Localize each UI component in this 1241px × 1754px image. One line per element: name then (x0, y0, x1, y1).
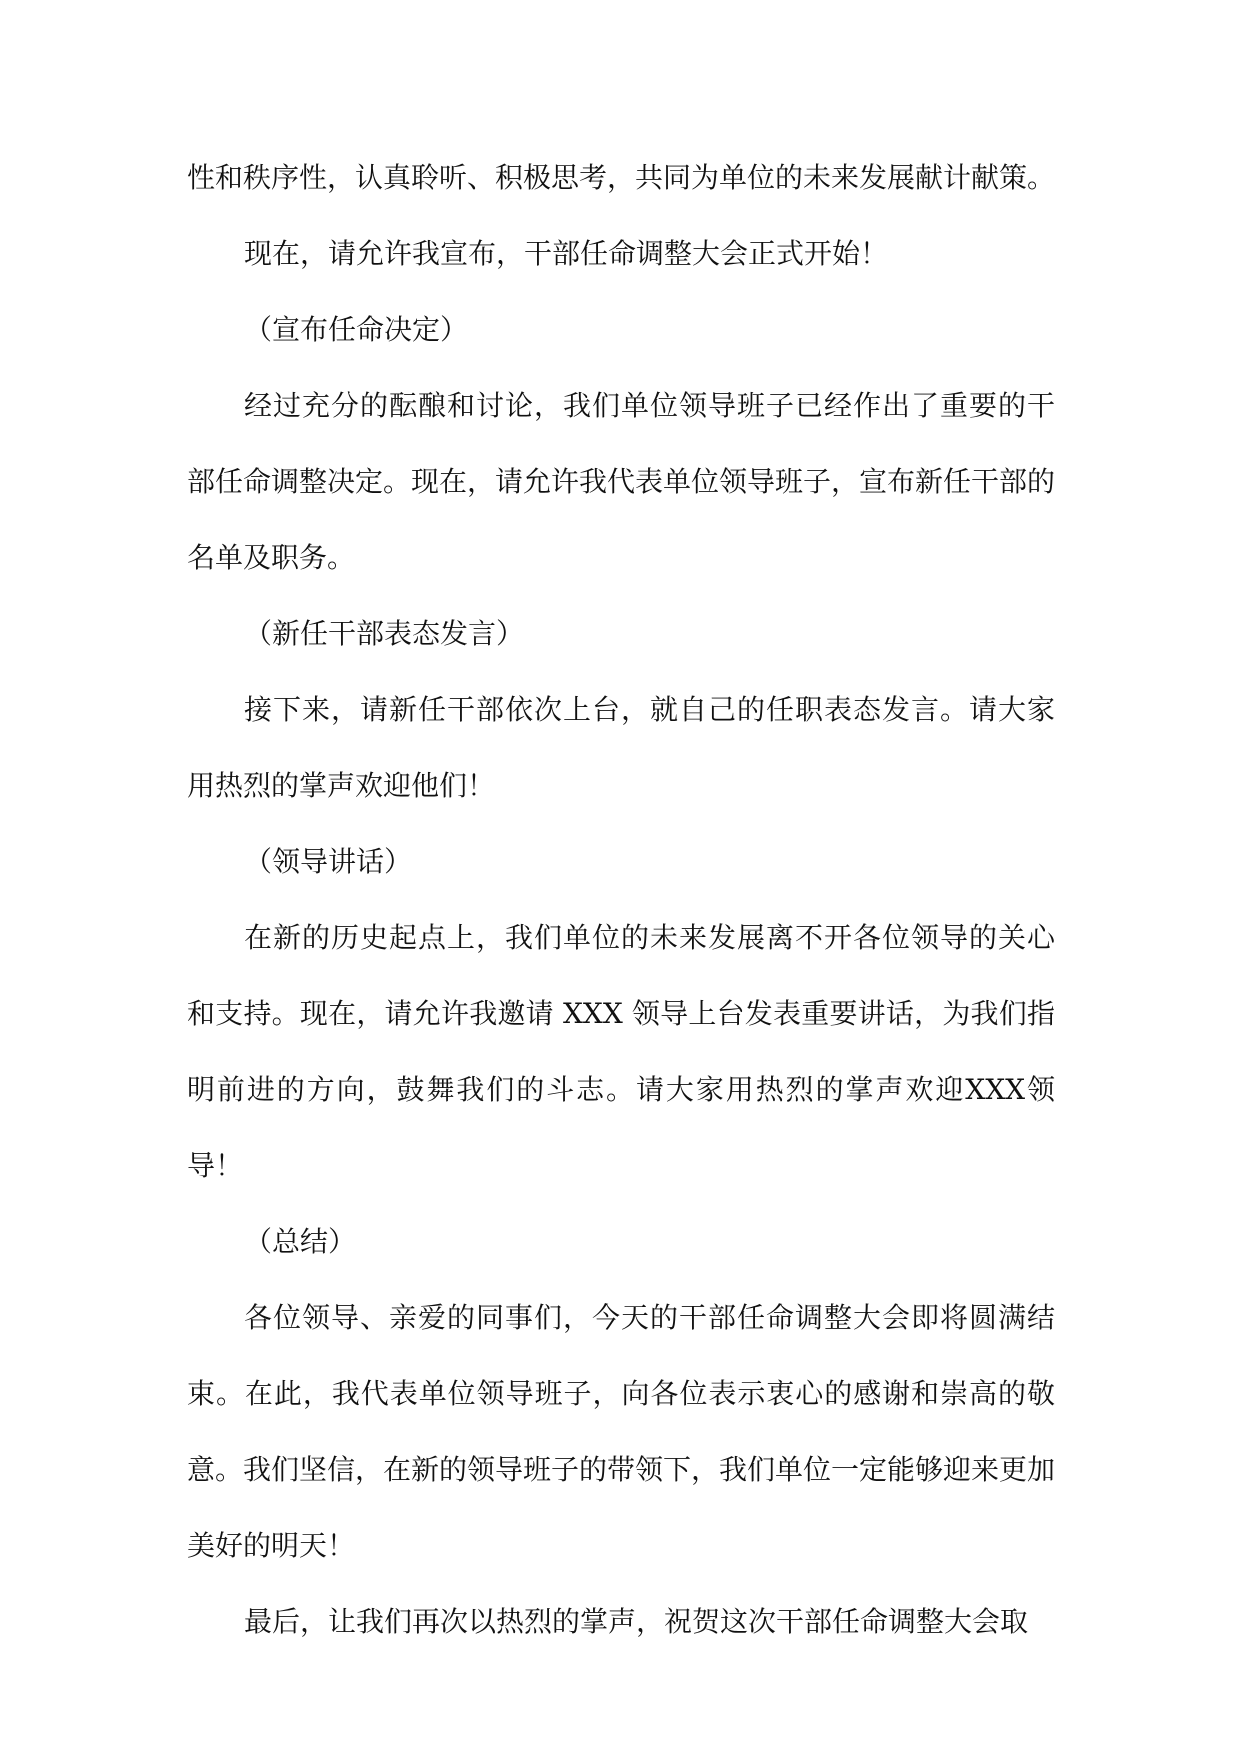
section-heading-new-cadre-speech: （新任干部表态发言） (244, 617, 525, 650)
paragraph-appointment-decision: 经过充分的酝酿和讨论，我们单位领导班子已经作出了重要的干部任命调整决定。现在，请允许我代表单位领导班子，宣布新任干部的名单及职务。 (187, 389, 1056, 574)
paragraph-continuation: 性和秩序性，认真聆听、积极思考，共同为单位的未来发展献计献策。 (187, 161, 1056, 194)
paragraph-closing: 最后，让我们再次以热烈的掌声，祝贺这次干部任命调整大会取 (244, 1605, 1029, 1638)
paragraph-summary: 各位领导、亲爱的同事们，今天的干部任命调整大会即将圆满结束。在此，我代表单位领导班子，向各位表示衷心的感谢和崇高的敬意。我们坚信，在新的领导班子的带领下，我们单位一定能够迎来更加美好的明天！ (187, 1301, 1056, 1562)
section-heading-appointment: （宣布任命决定） (244, 313, 469, 346)
paragraph-opening-announcement: 现在，请允许我宣布，干部任命调整大会正式开始！ (244, 237, 889, 270)
paragraph-leader-speech: 在新的历史起点上，我们单位的未来发展离不开各位领导的关心和支持。现在，请允许我邀请 XXX 领导上台发表重要讲话，为我们指明前进的方向，鼓舞我们的斗志。请大家用热烈的掌声欢迎XXX领导！ (187, 921, 1055, 1182)
section-heading-leader-speech: （领导讲话） (244, 845, 413, 878)
document-body (187, 140, 1055, 1660)
paragraph-new-cadre-speech: 接下来，请新任干部依次上台，就自己的任职表态发言。请大家用热烈的掌声欢迎他们！ (187, 693, 1055, 802)
section-heading-summary: （总结） (244, 1225, 357, 1258)
